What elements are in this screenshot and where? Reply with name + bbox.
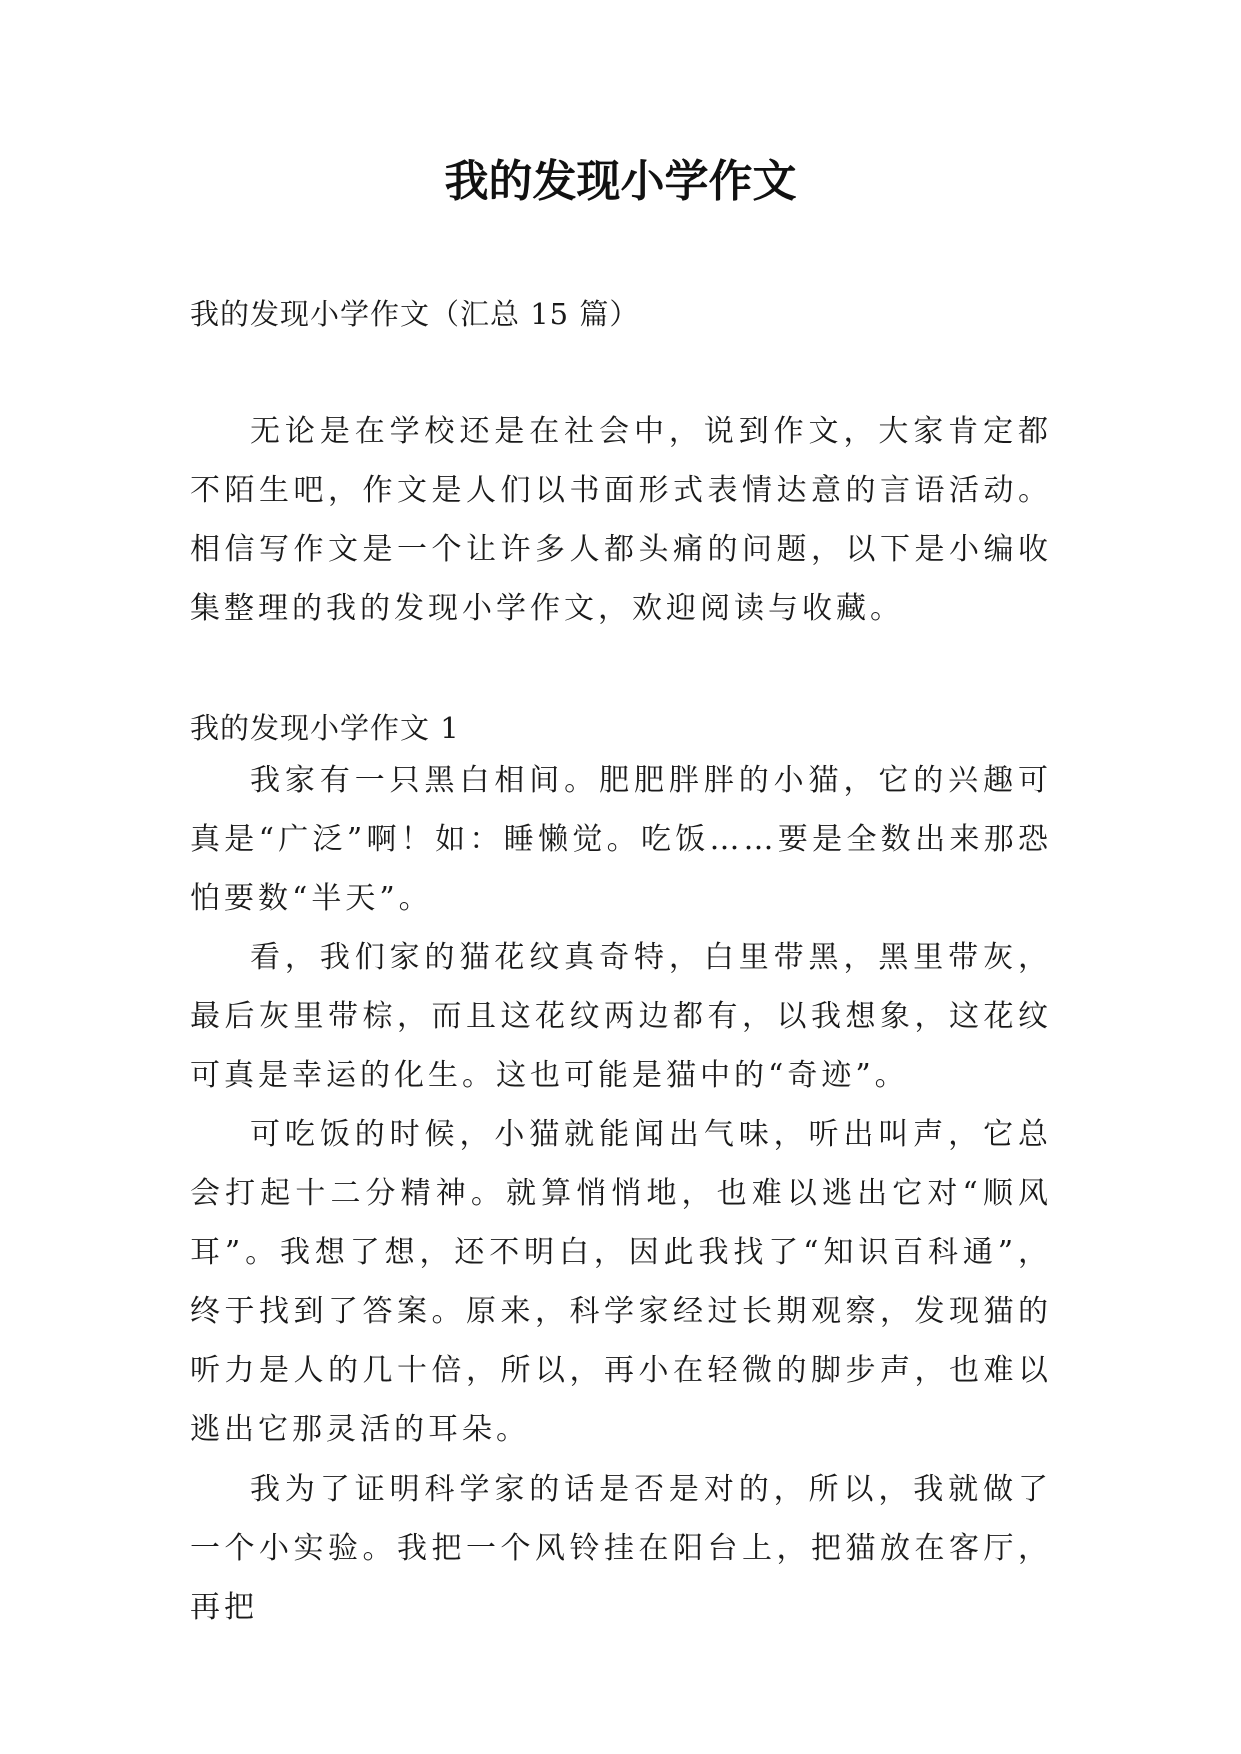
essay-paragraph: 看，我们家的猫花纹真奇特，白里带黑，黑里带灰，最后灰里带棕，而且这花纹两边都有，以我想象，这花纹可真是幸运的化生。这也可能是猫中的“奇迹”。 bbox=[190, 940, 1052, 1093]
document-subtitle: 我的发现小学作文（汇总 15 篇） bbox=[190, 297, 640, 331]
essay-paragraph: 我家有一只黑白相间。肥肥胖胖的小猫，它的兴趣可真是“广泛”啊！如：睡懒觉。吃饭……要是全数出来那恐怕要数“半天”。 bbox=[190, 763, 1052, 916]
essay-paragraph: 可吃饭的时候，小猫就能闻出气味，听出叫声，它总会打起十二分精神。就算悄悄地，也难以逃出它对“顺风耳”。我想了想，还不明白，因此我找了“知识百科通”，终于找到了答案。原来，科学家经过长期观察，发现猫的听力是人的几十倍，所以，再小在轻微的脚步声，也难以逃出它那灵活的耳朵。 bbox=[190, 1117, 1052, 1447]
document-title: 我的发现小学作文 bbox=[444, 156, 797, 207]
essay-heading: 我的发现小学作文 1 bbox=[190, 711, 460, 745]
intro-paragraph: 无论是在学校还是在社会中，说到作文，大家肯定都不陌生吧，作文是人们以书面形式表情达意的言语活动。相信写作文是一个让许多人都头痛的问题，以下是小编收集整理的我的发现小学作文，欢迎阅读与收藏。 bbox=[190, 414, 1052, 626]
essay-paragraph: 我为了证明科学家的话是否是对的，所以，我就做了一个小实验。我把一个风铃挂在阳台上，把猫放在客厅，再把 bbox=[190, 1472, 1052, 1625]
